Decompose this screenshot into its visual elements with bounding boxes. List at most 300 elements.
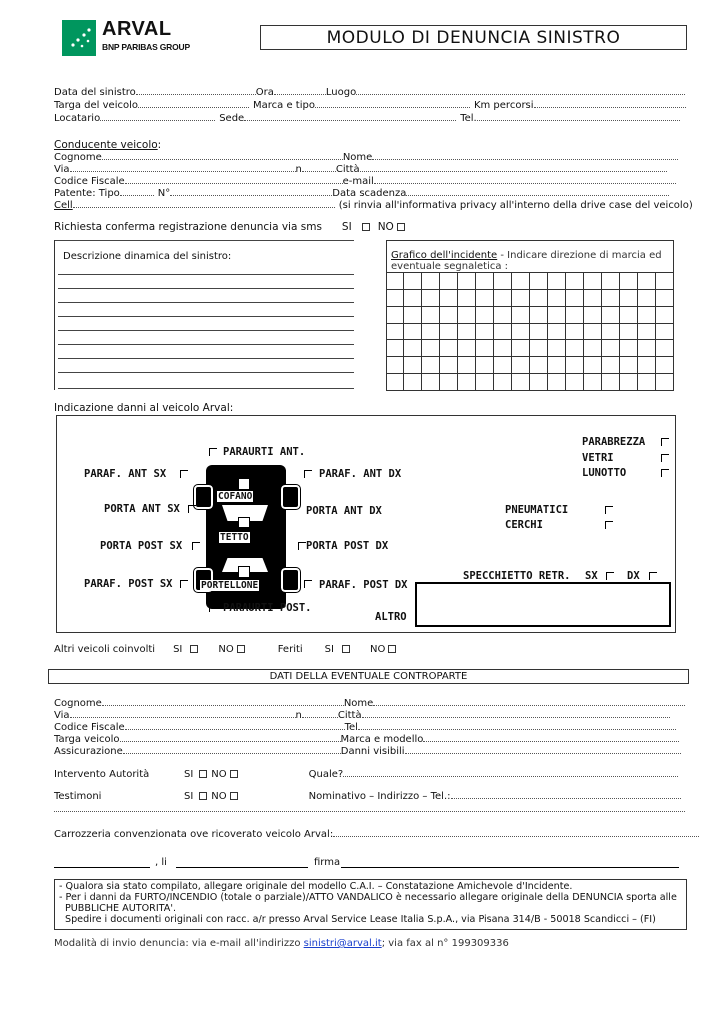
graph-cell [548,324,566,341]
tetto-checkbox[interactable] [238,566,250,578]
graph-cell [584,324,602,341]
graph-cell [656,340,674,357]
label-paraf-post-sx: PARAF. POST SX [84,578,173,590]
parabrezza-checkbox[interactable] [661,438,669,446]
label-cerchi: CERCHI [505,519,543,531]
damage-heading: Indicazione danni al veicolo Arval: [54,402,234,414]
graph-cell [566,273,584,290]
graph-cell [530,357,548,374]
label-paraurti-ant: PARAURTI ANT. [223,446,306,458]
graph-cell [620,290,638,307]
graph-cell [494,324,512,341]
graph-cell [620,273,638,290]
graph-cell [638,307,656,324]
graph-cell [422,307,440,324]
graph-cell [566,307,584,324]
note-line-1: - Qualora sia stato compilato, allegare originale del modello C.A.I. – Constatazione Amichevole d'Incidente. [59,881,573,892]
sms-no-label: NO [377,221,394,233]
field-data-sinistro[interactable] [136,86,256,95]
label-porta-ant-sx: PORTA ANT SX [104,503,180,515]
label-feriti: Feriti [277,644,303,655]
row-locatario [54,112,680,125]
label-cp-targa: Targa veicolo [54,734,120,745]
graph-cell [566,290,584,307]
graph-cell [638,324,656,341]
graph-cell [440,307,458,324]
label-data-sinistro: Data del sinistro [54,87,136,98]
label-cofano: COFANO [218,491,253,502]
graph-cell [422,273,440,290]
paraf-post-sx-checkbox[interactable] [180,580,188,588]
page-title: MODULO DI DENUNCIA SINISTRO [326,28,621,48]
label-nome: Nome [342,152,373,163]
logo-mark [62,20,96,56]
graph-cell [494,273,512,290]
label-cognome: Cognome [54,152,102,163]
graph-cell [422,357,440,374]
lunotto-checkbox[interactable] [661,469,669,477]
graph-cell [440,273,458,290]
footer [54,938,509,950]
graph-cell [638,273,656,290]
field-cp-targa[interactable] [120,733,341,742]
field-cp-nome[interactable] [373,697,685,706]
graph-cell [476,307,494,324]
graph-cell [620,307,638,324]
label-cell: Cell [54,200,73,211]
car-diagram [194,465,298,609]
label-paraf-post-dx: PARAF. POST DX [319,579,408,591]
graph-cell [530,307,548,324]
notes-box [54,879,687,930]
field-place[interactable] [54,867,150,868]
graph-cell [512,273,530,290]
label-specchietto-sx: SX [585,570,598,582]
description-line[interactable] [58,358,354,359]
description-panel [54,240,355,390]
graph-cell [476,340,494,357]
graph-cell [476,324,494,341]
feriti-si-checkbox[interactable] [342,645,350,653]
graph-cell [530,340,548,357]
sms-si-checkbox[interactable] [362,223,370,231]
field-citta[interactable] [360,163,667,172]
description-line[interactable] [58,330,354,331]
graph-cell [530,290,548,307]
label-porta-post-sx: PORTA POST SX [100,540,183,552]
label-scadenza: Data scadenza [332,188,407,199]
row-data-sinistro [54,86,685,99]
graph-cell [512,357,530,374]
title-box [260,25,687,50]
field-via[interactable] [70,163,296,172]
graph-cell [566,340,584,357]
authority-si-checkbox[interactable] [199,770,207,778]
witnesses-no-checkbox[interactable] [230,792,238,800]
label-via: Via [54,164,70,175]
graph-cell [638,357,656,374]
field-targa[interactable] [138,99,249,108]
altri-no-label: NO [218,644,234,655]
note-line-4: Spedire i documenti originali con racc. a/r presso Arval Service Lease Italia S.p.A., via Pisana 314/B - 50018 Scandicci – (FI) [65,914,656,925]
label-luogo: Luogo [325,87,357,98]
label-n: n [295,164,302,175]
graph-cell [458,340,476,357]
label-altri-veicoli: Altri veicoli coinvolti [54,644,156,655]
graph-cell [620,324,638,341]
graph-cell [458,357,476,374]
field-cp-cf[interactable] [125,721,345,730]
graph-cell [494,340,512,357]
graph-cell [458,374,476,391]
graph-cell [602,290,620,307]
footer-suffix: ; via fax al n° 199309336 [381,938,509,949]
authority-no-checkbox[interactable] [230,770,238,778]
wheel-front-left [194,485,213,509]
graph-cell [494,374,512,391]
graph-cell [620,340,638,357]
graph-cell [548,357,566,374]
graph-cell [530,273,548,290]
graph-cell [512,290,530,307]
row-cp-assicurazione [54,745,681,758]
field-bodyshop[interactable] [333,828,699,837]
field-sede[interactable] [244,112,456,121]
graph-cell [584,290,602,307]
row-bodyshop [54,828,699,841]
paraurti-ant-checkbox[interactable] [209,448,217,456]
graph-cell [458,324,476,341]
graph-cell [404,273,422,290]
graph-cell [494,357,512,374]
description-title: Descrizione dinamica del sinistro: [63,251,232,262]
label-porta-ant-dx: PORTA ANT DX [306,505,382,517]
altri-si-label: SI [173,644,183,655]
privacy-note: (si rinvia all'informativa privacy all'interno della drive case del veicolo) [338,200,693,211]
counterpart-title: DATI DELLA EVENTUALE CONTROPARTE [269,671,468,682]
row-driver-cell [54,199,693,212]
graph-cell [422,290,440,307]
label-lunotto: LUNOTTO [582,467,627,479]
witnesses-si-checkbox[interactable] [199,792,207,800]
specchietto-dx-checkbox[interactable] [649,572,657,580]
field-n[interactable] [302,163,336,172]
graph-cell [440,374,458,391]
graph-cell [440,340,458,357]
cerchi-checkbox[interactable] [605,521,613,529]
altri-si-checkbox[interactable] [190,645,198,653]
graph-cell [602,340,620,357]
graph-cell [602,273,620,290]
graph-cell [584,340,602,357]
label-cp-danni: Danni visibili [340,746,405,757]
graph-cell [458,273,476,290]
field-nome[interactable] [372,151,678,160]
stars-icon [62,20,96,56]
graph-cell [440,290,458,307]
graph-title: Grafico dell'incidente - Indicare direzione di marcia ed eventuale segnaletica : [391,250,662,272]
note-line-2: - Per i danni da FURTO/INCENDIO (totale o parziale)/ATTO VANDALICO è necessario allegare originale della DENUNCIA sporta alle [59,892,677,903]
counterpart-title-box [48,669,689,684]
signature-firma: firma [314,857,341,868]
graph-cell [602,374,620,391]
graph-cell [512,374,530,391]
field-cp-citta[interactable] [362,709,670,718]
label-email: e-mail [342,176,374,187]
sms-label: Richiesta conferma registrazione denuncia via sms [54,221,322,233]
graph-cell [512,324,530,341]
paraf-ant-dx-checkbox[interactable] [304,470,312,478]
graph-cell [422,324,440,341]
graph-cell [656,374,674,391]
graph-cell [386,324,404,341]
graph-cell [656,324,674,341]
field-luogo[interactable] [356,86,685,95]
field-codice-fiscale[interactable] [125,175,343,184]
graph-cell [548,273,566,290]
field-cognome[interactable] [102,151,343,160]
graph-cell [512,307,530,324]
field-patente-n[interactable] [170,187,332,196]
graph-cell [656,357,674,374]
label-cp-nome: Nome [343,698,374,709]
label-bodyshop: Carrozzeria convenzionata ove ricoverato veicolo Arval: [54,829,334,840]
description-line[interactable] [58,388,354,389]
graph-cell [530,324,548,341]
porta-ant-sx-checkbox[interactable] [188,505,196,513]
graph-cell [620,374,638,391]
label-nominativo: Nominativo – Indirizzo – Tel.: [308,791,451,802]
paraf-post-dx-checkbox[interactable] [304,580,312,588]
graph-cell [584,307,602,324]
graph-cell [548,340,566,357]
graph-cell [602,307,620,324]
description-line[interactable] [58,302,354,303]
label-cp-citta: Città [337,710,362,721]
label-cp-tel: Tel [344,722,358,733]
label-paraf-ant-sx: PARAF. ANT SX [84,468,167,480]
sms-no-checkbox[interactable] [397,223,405,231]
graph-cell [440,357,458,374]
label-marca: Marca e tipo [253,100,315,111]
porta-post-sx-checkbox[interactable] [192,542,200,550]
witnesses-si-label: SI [184,791,194,802]
cofano-checkbox-2[interactable] [238,517,250,528]
note-line-3: PUBBLICHE AUTORITA'. [65,903,177,914]
graph-cell [386,273,404,290]
graph-cell [404,307,422,324]
specchietto-sx-checkbox[interactable] [606,572,614,580]
field-locatario[interactable] [100,112,215,121]
label-ora: Ora [255,87,274,98]
footer-email-link[interactable]: sinistri@arval.it [303,938,382,949]
field-date[interactable] [176,867,308,868]
graph-cell [584,273,602,290]
cofano-checkbox[interactable] [238,478,250,490]
vetri-checkbox[interactable] [661,454,669,462]
field-nominativo[interactable] [451,790,681,799]
label-cp-marca: Marca e modello [340,734,424,745]
authority-no-label: NO [211,769,227,780]
pneumatici-checkbox[interactable] [605,506,613,514]
label-specchietto: SPECCHIETTO RETR. [463,570,571,582]
logo-brand: ARVAL [102,18,172,40]
wheel-front-right [281,485,300,509]
footer-prefix: Modalità di invio denuncia: via e-mail all'indirizzo [54,938,304,949]
graph-cell [602,324,620,341]
label-tetto: TETTO [220,532,249,543]
label-specchietto-dx: DX [627,570,640,582]
graph-cell [440,324,458,341]
graph-cell [566,357,584,374]
graph-cell [386,357,404,374]
label-cp-n: n [295,710,302,721]
graph-cell [638,290,656,307]
graph-cell [620,357,638,374]
graph-cell [404,357,422,374]
row-authority [54,768,678,781]
label-sede: Sede [219,113,245,124]
field-firma[interactable] [341,867,679,868]
graph-cell [404,340,422,357]
graph-cell [422,340,440,357]
wheel-rear-right [281,568,300,592]
label-patente: Patente: Tipo [54,188,120,199]
paraurti-post-checkbox[interactable] [209,604,217,612]
graph-cell [422,374,440,391]
graph-cell [494,290,512,307]
graph-cell [656,273,674,290]
graph-cell [404,290,422,307]
row-sms [54,221,408,233]
label-codice-fiscale: Codice Fiscale [54,176,125,187]
graph-cell [512,340,530,357]
label-cp-cognome: Cognome [54,698,102,709]
graph-cell [548,307,566,324]
altro-field[interactable] [415,582,671,627]
label-targa: Targa del veicolo [54,100,138,111]
feriti-si-label: SI [324,644,334,655]
label-authority: Intervento Autorità [54,769,150,780]
graph-cell [656,307,674,324]
label-locatario: Locatario [54,113,101,124]
label-porta-post-dx: PORTA POST DX [306,540,389,552]
row-others [54,644,399,656]
row-targa [54,99,686,112]
label-parabrezza: PARABREZZA [582,436,646,448]
arval-logo [62,20,212,56]
field-cp-cognome[interactable] [102,697,344,706]
signature-comma: , li [155,857,167,868]
damage-panel [56,415,676,633]
label-cp-assicurazione: Assicurazione [54,746,123,757]
graph-cell [584,357,602,374]
feriti-no-label: NO [369,644,386,655]
graph-cell [404,324,422,341]
label-vetri: VETRI [582,452,614,464]
field-km[interactable] [534,99,686,108]
graph-cell [386,374,404,391]
label-citta: Città [335,164,360,175]
field-marca[interactable] [315,99,470,108]
porta-post-dx-checkbox[interactable] [298,542,306,550]
graph-grid[interactable] [386,272,674,391]
graph-cell [386,290,404,307]
graph-cell [476,374,494,391]
label-tel: Tel. [460,113,477,124]
field-cp-via[interactable] [70,709,296,718]
graph-cell [386,307,404,324]
field-email[interactable] [374,175,676,184]
graph-cell [476,290,494,307]
label-cp-via: Via [54,710,70,721]
graph-cell [566,324,584,341]
witnesses-no-label: NO [211,791,227,802]
graph-cell [638,374,656,391]
label-quale: Quale? [308,769,344,780]
field-quale[interactable] [343,768,678,777]
description-line[interactable] [58,372,354,373]
label-cp-cf: Codice Fiscale [54,722,125,733]
label-patente-n: N° [157,188,171,199]
driver-heading: Conducente veicolo: [54,139,162,151]
graph-cell [566,374,584,391]
label-paraf-ant-dx: PARAF. ANT DX [319,468,402,480]
paraf-ant-sx-checkbox[interactable] [180,470,188,478]
field-cp-n[interactable] [302,709,338,718]
field-cell[interactable] [73,199,335,208]
graph-cell [584,374,602,391]
logo-group: BNP PARIBAS GROUP [102,42,190,52]
authority-si-label: SI [184,769,194,780]
field-cp-marca[interactable] [423,733,679,742]
row-witnesses [54,790,681,803]
graph-cell [494,307,512,324]
witnesses-extra-line[interactable] [54,811,685,812]
graph-cell [656,290,674,307]
graph-cell [602,357,620,374]
field-cp-assicurazione[interactable] [123,745,341,754]
label-portellone: PORTELLONE [201,580,259,591]
graph-cell [476,357,494,374]
description-line[interactable] [58,288,354,289]
graph-cell [458,290,476,307]
graph-cell [548,290,566,307]
label-altro: ALTRO [375,611,407,623]
graph-cell [476,273,494,290]
label-paraurti-post: PARAURTI POST. [223,602,312,614]
description-line[interactable] [58,316,354,317]
graph-cell [638,340,656,357]
graph-cell [404,374,422,391]
field-patente-tipo[interactable] [120,187,154,196]
field-tel[interactable] [477,112,680,121]
description-line[interactable] [58,274,354,275]
altri-no-checkbox[interactable] [237,645,245,653]
label-witnesses: Testimoni [54,791,102,802]
graph-cell [548,374,566,391]
label-km: Km percorsi [473,100,534,111]
field-ora[interactable] [274,86,326,95]
graph-cell [386,340,404,357]
graph-cell [458,307,476,324]
description-line[interactable] [58,344,354,345]
graph-cell [530,374,548,391]
field-scadenza[interactable] [406,187,669,196]
feriti-no-checkbox[interactable] [388,645,396,653]
field-cp-tel[interactable] [358,721,676,730]
field-cp-danni[interactable] [405,745,681,754]
